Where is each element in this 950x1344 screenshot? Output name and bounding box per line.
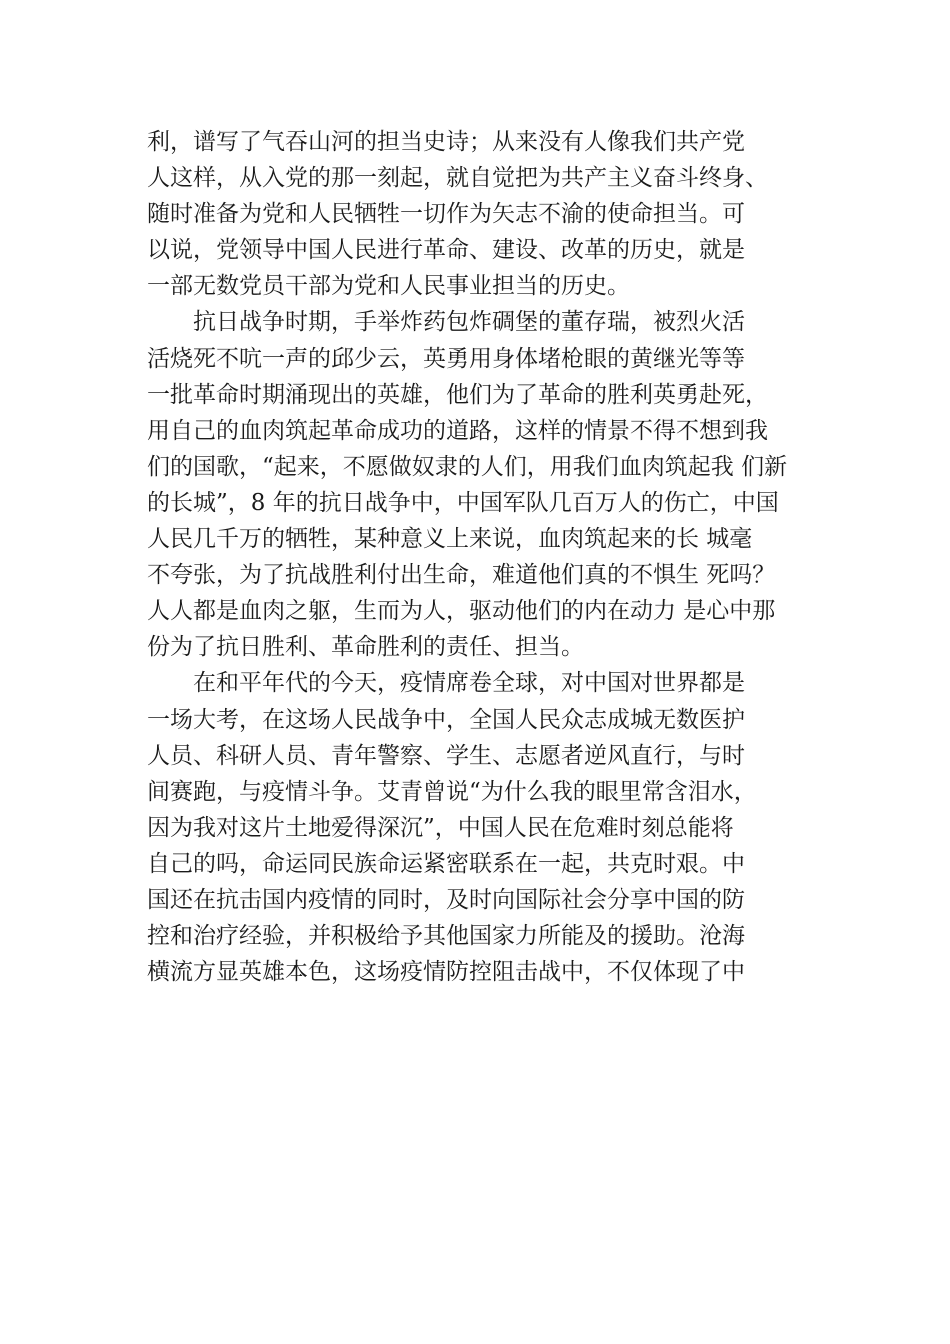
text-line-18: 人员、科研人员、青年警察、学生、志愿者逆风直行，与时 bbox=[147, 742, 745, 769]
text-line-8: 一批革命时期涌现出的英雄，他们为了革命的胜利英勇赴死， bbox=[147, 381, 768, 408]
text-line-16: 在和平年代的今天，疫情席卷全球，对中国对世界都是 bbox=[147, 670, 745, 697]
text-line-2: 人这样，从入党的那一刻起，就自觉把为共产主义奋斗终身、 bbox=[147, 165, 768, 192]
text-line-19: 间赛跑，与疫情斗争。艾青曾说“为什么我的眼里常含泪水， bbox=[147, 778, 757, 805]
text-line-21: 自己的吗，命运同民族命运紧密联系在一起，共克时艰。中 bbox=[147, 850, 745, 877]
text-line-15: 份为了抗日胜利、革命胜利的责任、担当。 bbox=[147, 634, 584, 661]
text-line-7: 活烧死不吭一声的邱少云，英勇用身体堵枪眼的黄继光等等 bbox=[147, 345, 745, 372]
text-line-11: 的长城”，8 年的抗日战争中，中国军队几百万人的伤亡，中国 bbox=[147, 489, 779, 516]
text-line-17: 一场大考，在这场人民战争中，全国人民众志成城无数医护 bbox=[147, 706, 745, 733]
body-text bbox=[147, 124, 847, 990]
text-line-5: 一部无数党员干部为党和人民事业担当的历史。 bbox=[147, 273, 630, 300]
text-line-6: 抗日战争时期，手举炸药包炸碉堡的董存瑞，被烈火活 bbox=[147, 309, 745, 336]
text-line-10: 们的国歌，“起来，不愿做奴隶的人们，用我们血肉筑起我 们新 bbox=[147, 453, 788, 480]
text-line-4: 以说，党领导中国人民进行革命、建设、改革的历史，就是 bbox=[147, 237, 745, 264]
text-line-12: 人民几千万的牺牲，某种意义上来说，血肉筑起来的长 城毫 bbox=[147, 526, 753, 553]
text-line-23: 控和治疗经验，并积极给予其他国家力所能及的援助。沧海 bbox=[147, 923, 745, 950]
text-line-14: 人人都是血肉之躯，生而为人，驱动他们的内在动力 是心中那 bbox=[147, 598, 776, 625]
text-line-13: 不夸张，为了抗战胜利付出生命，难道他们真的不惧生 死吗？ bbox=[147, 562, 776, 589]
text-line-22: 国还在抗击国内疫情的同时，及时向国际社会分享中国的防 bbox=[147, 886, 745, 913]
text-line-3: 随时准备为党和人民牺牲一切作为矢志不渝的使命担当。可 bbox=[147, 201, 745, 228]
text-line-9: 用自己的血肉筑起革命成功的道路，这样的情景不得不想到我 bbox=[147, 417, 768, 444]
text-line-20: 因为我对这片土地爱得深沉”，中国人民在危难时刻总能将 bbox=[147, 814, 734, 841]
text-line-24: 横流方显英雄本色，这场疫情防控阻击战中，不仅体现了中 bbox=[147, 959, 745, 986]
text-line-1: 利，谱写了气吞山河的担当史诗；从来没有人像我们共产党 bbox=[147, 129, 745, 155]
